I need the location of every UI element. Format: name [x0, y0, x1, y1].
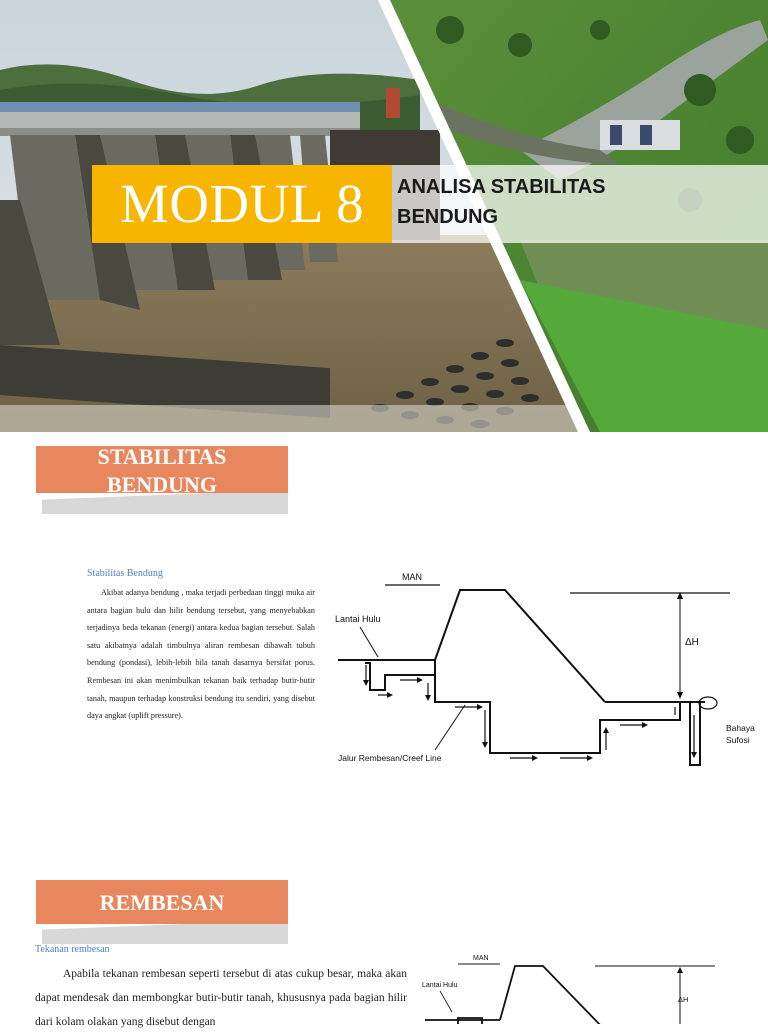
label-delta-h-2: ΔH [678, 995, 689, 1004]
section-heading-tekanan: Tekanan rembesan [35, 944, 110, 955]
paragraph-stabilitas: Akibat adanya bendung , maka terjadi perbedaan tinggi muka air antara bagian hulu dan hilir bendung tersebut, yang menyebabkan terjadinya beda tekanan (energi) antara kedua bagian tersebut. Salah satu akibatnya adalah timbulnya aliran rembesan dibawah tubuh bendung (pondasi), lebih-lebih bila tanah dasarnya bersifat porus. Rembesan ini akan menimbulkan tekanan baik terhadap butir-butir tanah, maupun terhadap konstruksi bendung itu sendiri, yang disebut daya angkat (uplift pressure). [87, 588, 315, 721]
label-man: MAN [402, 572, 422, 582]
label-lantai-hulu-2: Lantai Hulu [422, 982, 458, 989]
tab-line-2: BENDUNG [106, 472, 217, 493]
paragraph-rembesan: Apabila tekanan rembesan seperti tersebut di atas cukup besar, maka akan dapat mendesak dan membongkar butir-butir tanah, khususnya pada bagian hilir dari kolam olakan yang disebut dengan [35, 968, 407, 1028]
section-heading-stabilitas: Stabilitas Bendung [87, 568, 163, 579]
section-tab-rembesan: REMBESAN [36, 880, 288, 924]
seepage-diagram [330, 565, 760, 780]
label-jalur-rembesan: Jalur Rembesan/Creef Line [338, 753, 442, 763]
label-man-2: MAN [473, 955, 489, 962]
module-subtitle [397, 172, 606, 232]
tab-line-1: STABILITAS [97, 446, 227, 469]
label-lantai-hulu: Lantai Hulu [335, 614, 381, 624]
section-tab-stabilitas [36, 446, 288, 493]
subtitle-line-2: BENDUNG [397, 206, 499, 228]
subtitle-line-1: ANALISA STABILITAS [397, 176, 606, 198]
tab-shadow [42, 490, 288, 514]
label-delta-h: ΔH [685, 637, 699, 648]
label-bahaya: Bahaya [726, 723, 755, 733]
label-sufosi: Sufosi [726, 735, 750, 745]
seepage-diagram-2 [420, 950, 750, 1024]
module-title: MODUL 8 [92, 165, 392, 243]
